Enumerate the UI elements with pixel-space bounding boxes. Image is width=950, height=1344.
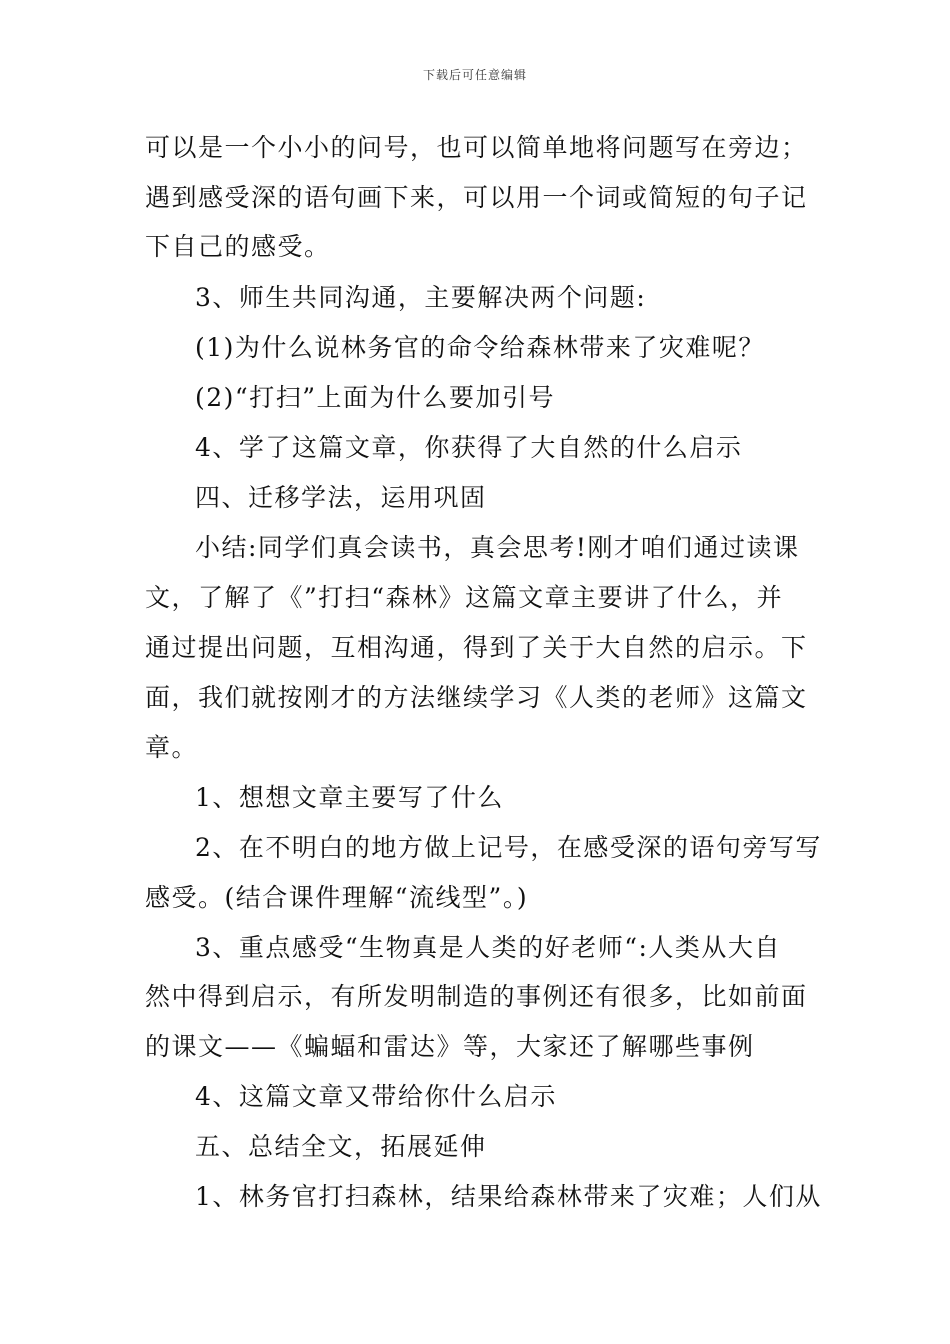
page-header: 下载后可任意编辑 xyxy=(422,68,527,82)
text-line: 小结:同学们真会读书，真会思考!刚才咱们通过读课 xyxy=(195,533,800,562)
text-line: 面，我们就按刚才的方法继续学习《人类的老师》这篇文 xyxy=(145,683,808,712)
text-line: 2、在不明白的地方做上记号，在感受深的语句旁写写 xyxy=(195,833,822,862)
text-line: 可以是一个小小的问号，也可以简单地将问题写在旁边； xyxy=(145,133,808,162)
text-line: 章。 xyxy=(145,733,199,762)
text-line: 4、学了这篇文章，你获得了大自然的什么启示 xyxy=(195,433,743,462)
text-line: 遇到感受深的语句画下来，可以用一个词或简短的句子记 xyxy=(145,183,808,212)
text-line: 3、重点感受“生物真是人类的好老师“:人类从大自 xyxy=(195,933,781,962)
text-line: 3、师生共同沟通，主要解决两个问题: xyxy=(195,283,647,312)
text-line: 1、林务官打扫森林，结果给森林带来了灾难；人们从 xyxy=(195,1182,822,1211)
text-line: 文，了解了《”打扫“森林》这篇文章主要讲了什么，并 xyxy=(145,583,784,612)
text-line: 感受。(结合课件理解“流线型”。) xyxy=(145,883,529,912)
text-line: 下自己的感受。 xyxy=(145,232,331,261)
text-line: (1)为什么说林务官的命令给森林带来了灾难呢？ xyxy=(195,333,765,362)
section-heading: 五、总结全文，拓展延伸 xyxy=(195,1132,487,1161)
text-line: 通过提出问题，互相沟通，得到了关于大自然的启示。下 xyxy=(145,633,808,662)
text-line: 4、这篇文章又带给你什么启示 xyxy=(195,1082,557,1111)
text-line: 然中得到启示，有所发明制造的事例还有很多，比如前面 xyxy=(145,982,808,1011)
text-line: 的课文——《蝙蝠和雷达》等，大家还了解哪些事例 xyxy=(145,1032,755,1061)
text-line: 1、想想文章主要写了什么 xyxy=(195,783,504,812)
text-line: (2)“打扫”上面为什么要加引号 xyxy=(195,383,555,412)
section-heading: 四、迁移学法，运用巩固 xyxy=(195,483,487,512)
